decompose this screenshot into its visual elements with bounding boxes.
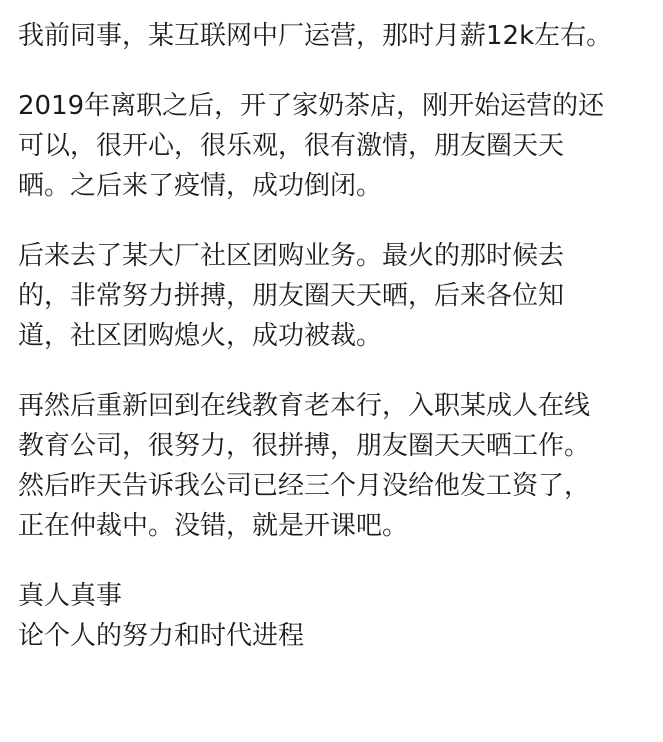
paragraph-group-buying [18,236,658,356]
paragraph-conclusion [18,576,658,656]
text-line: 道，社区团购熄火，成功被裁。 [18,321,383,351]
paragraph-online-education [18,386,658,546]
paragraph-milk-tea-shop [18,86,658,206]
text-line: 正在仲裁中。没错，就是开课吧。 [18,511,409,541]
text-line: 论个人的努力和时代进程 [18,621,305,651]
post-body [18,16,658,656]
text-line: 晒。之后来了疫情，成功倒闭。 [18,171,383,201]
paragraph-intro [18,16,658,56]
text-line: 2019年离职之后，开了家奶茶店，刚开始运营的还 [18,91,605,121]
text-line: 的，非常努力拼搏，朋友圈天天晒，后来各位知 [18,281,565,311]
text-line: 可以，很开心，很乐观，很有激情，朋友圈天天 [18,131,565,161]
text-line: 然后昨天告诉我公司已经三个月没给他发工资了， [18,471,591,501]
text-line: 后来去了某大厂社区团购业务。最火的那时候去 [18,241,565,271]
text-line: 真人真事 [18,581,123,611]
text-line: 再然后重新回到在线教育老本行，入职某成人在线 [18,391,591,421]
text-line: 我前同事，某互联网中厂运营，那时月薪12k左右。 [18,21,613,51]
text-line: 教育公司，很努力，很拼搏，朋友圈天天晒工作。 [18,431,591,461]
